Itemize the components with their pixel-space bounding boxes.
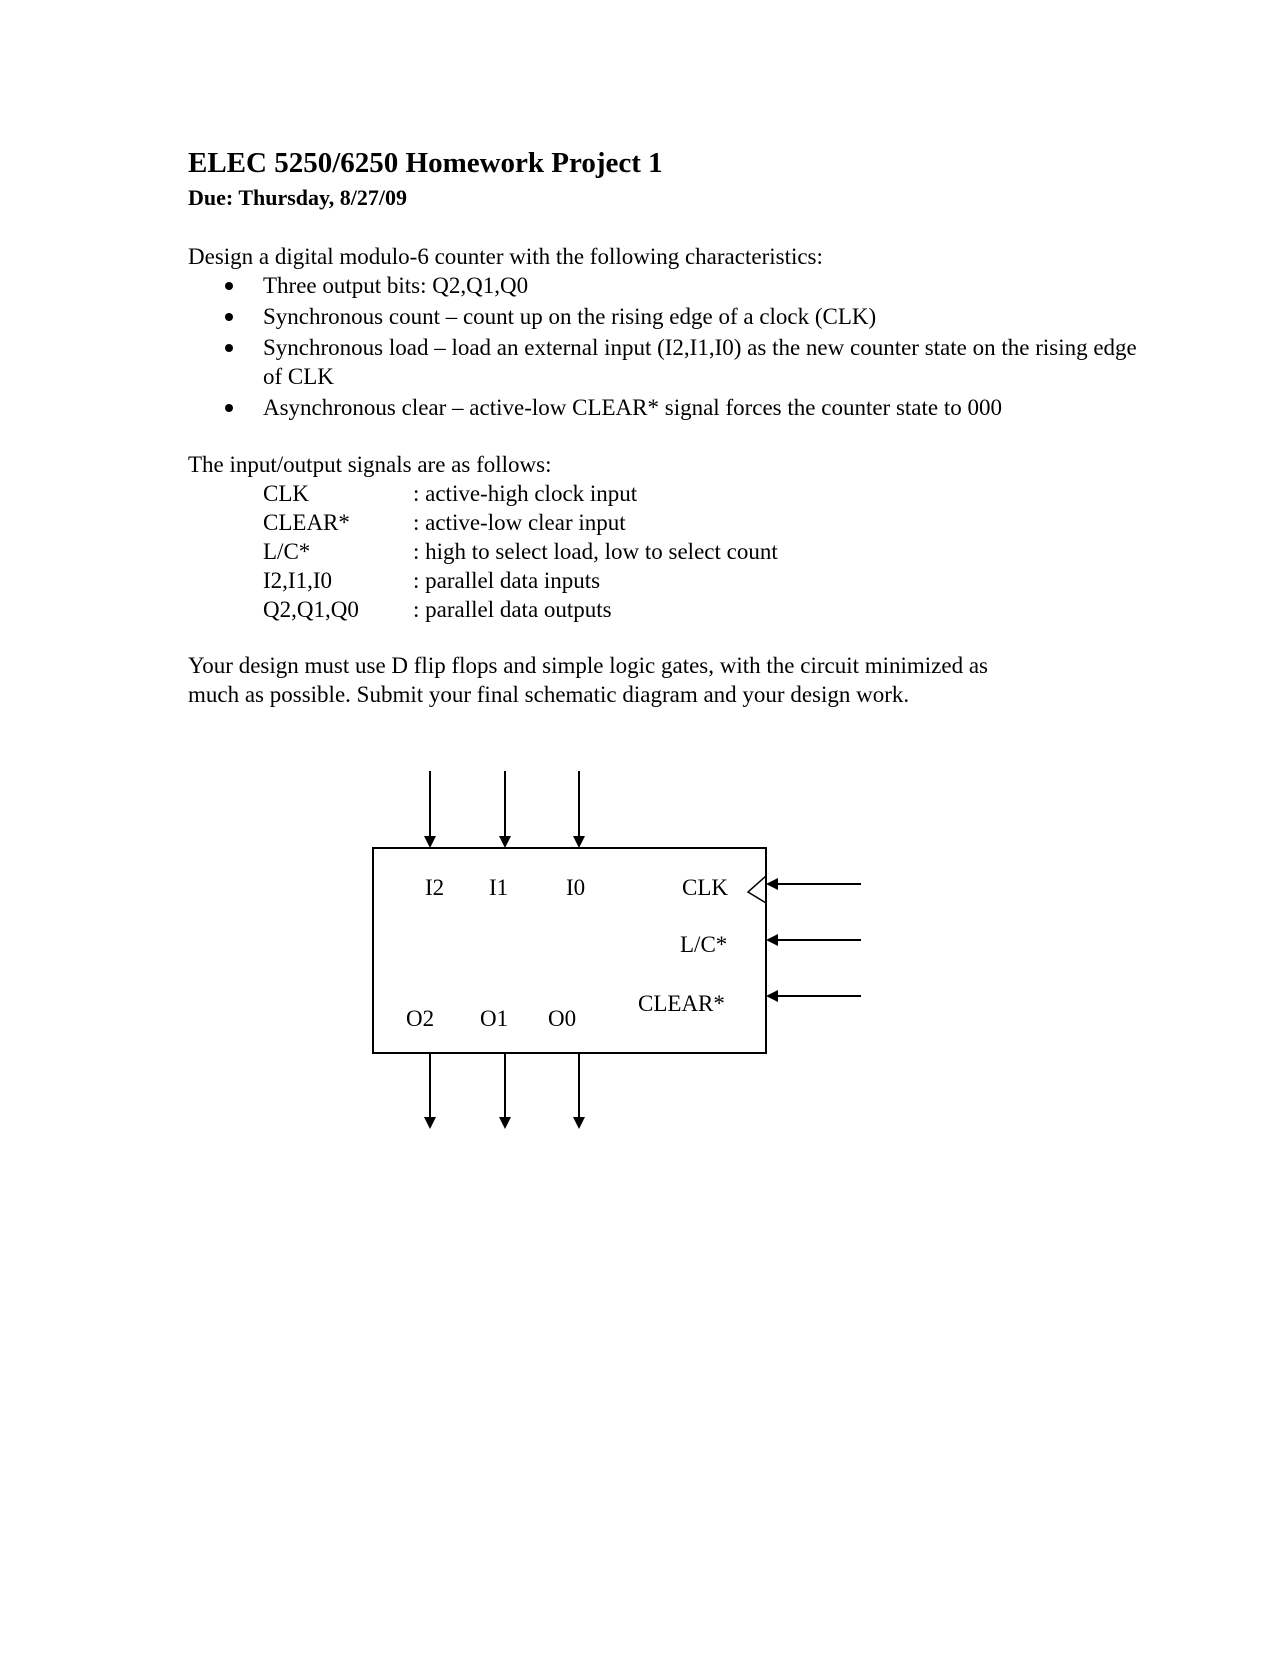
signal-desc: : active-low clear input (413, 510, 626, 535)
signal-desc: : parallel data inputs (413, 568, 601, 593)
input-label-i0: I0 (566, 875, 586, 900)
control-label-clear: CLEAR* (638, 991, 725, 1016)
clock-triangle-icon (748, 876, 766, 903)
intro-paragraph: Design a digital modulo-6 counter with the following characteristics: (188, 244, 823, 269)
signal-desc: : parallel data outputs (413, 597, 612, 622)
list-item-text: Asynchronous clear – active-low CLEAR* signal forces the counter state to 000 (263, 395, 1002, 420)
closing-line: Your design must use D flip flops and simple logic gates, with the circuit minimized as (188, 653, 989, 678)
document-title: ELEC 5250/6250 Homework Project 1 (188, 147, 663, 179)
signal-name: L/C* (263, 539, 311, 564)
output-label-o2: O2 (406, 1006, 435, 1031)
signal-desc: : high to select load, low to select count (413, 539, 778, 564)
list-item-text: Three output bits: Q2,Q1,Q0 (263, 273, 529, 298)
input-label-i2: I2 (425, 875, 445, 900)
io-intro: The input/output signals are as follows: (188, 452, 552, 477)
signal-desc: : active-high clock input (413, 481, 638, 506)
signal-name: CLEAR* (263, 510, 350, 535)
closing-line: much as possible. Submit your final schematic diagram and your design work. (188, 682, 910, 707)
signal-name: I2,I1,I0 (263, 568, 332, 593)
signal-name: Q2,Q1,Q0 (263, 597, 359, 622)
control-label-lc: L/C* (680, 932, 728, 957)
input-label-i1: I1 (489, 875, 509, 900)
output-label-o0: O0 (548, 1006, 577, 1031)
output-label-o1: O1 (480, 1006, 509, 1031)
due-date: Due: Thursday, 8/27/09 (188, 185, 408, 210)
list-item-text: Synchronous count – count up on the rising edge of a clock (CLK) (263, 304, 877, 329)
list-item-text: Synchronous load – load an external input (I2,I1,I0) as the new counter state on the rising edge of CLK (263, 335, 1137, 389)
control-label-clk: CLK (682, 875, 728, 900)
signal-name: CLK (263, 481, 309, 506)
